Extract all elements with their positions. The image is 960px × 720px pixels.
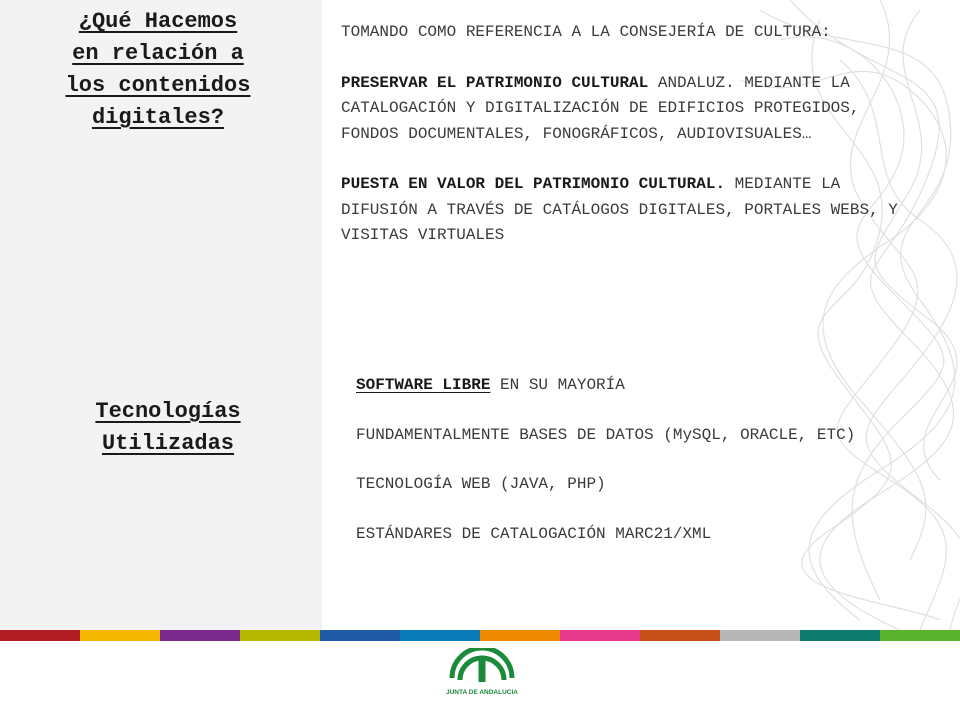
color-segment <box>320 630 400 641</box>
color-segment <box>800 630 880 641</box>
preservar-rest: ANDALUZ. MEDIANTE LA CATALOGACIÓN Y DIGITALIZACIÓN DE EDIFICIOS PROTEGIDOS, FONDOS DOCUMENTALES, FONOGRÁFICOS, AUDIOVISUALES… <box>341 73 860 143</box>
heading-tecnologias-text: Tecnologías Utilizadas <box>95 399 241 456</box>
preservar-bold: PRESERVAR EL PATRIMONIO CULTURAL <box>341 73 649 92</box>
color-segment <box>880 630 960 641</box>
software-libre-bold: SOFTWARE LIBRE <box>356 376 491 394</box>
heading-tecnologias <box>18 396 318 460</box>
color-segment <box>0 630 80 641</box>
logo-text: JUNTA DE ANDALUCIA <box>446 689 518 696</box>
list-item: TECNOLOGÍA WEB (JAVA, PHP) <box>356 475 606 493</box>
junta-de-andalucia-logo-icon <box>444 648 520 698</box>
color-segment <box>560 630 640 641</box>
color-segment <box>640 630 720 641</box>
color-segment <box>720 630 800 641</box>
color-segment <box>400 630 480 641</box>
content-block-cultura <box>341 20 901 249</box>
list-item: ESTÁNDARES DE CATALOGACIÓN MARC21/XML <box>356 524 712 543</box>
heading-que-hacemos <box>8 6 308 134</box>
list-item <box>356 373 896 399</box>
color-segment <box>480 630 560 641</box>
intro-paragraph: TOMANDO COMO REFERENCIA A LA CONSEJERÍA DE CULTURA: <box>341 23 831 41</box>
color-segment <box>240 630 320 641</box>
puesta-valor-paragraph <box>341 172 901 249</box>
puesta-valor-bold: PUESTA EN VALOR DEL PATRIMONIO CULTURAL. <box>341 175 726 193</box>
color-segment <box>80 630 160 641</box>
list-item: FUNDAMENTALMENTE BASES DE DATOS (MySQL, ORACLE, ETC) <box>356 425 856 444</box>
color-stripe <box>0 630 960 641</box>
puesta-valor-rest: MEDIANTE LA DIFUSIÓN A TRAVÉS DE CATÁLOGOS DIGITALES, PORTALES WEBS, Y VISITAS VIRTUALES <box>341 175 898 244</box>
color-segment <box>160 630 240 641</box>
software-libre-rest: EN SU MAYORÍA <box>490 376 625 394</box>
heading-que-hacemos-text: ¿Qué Hacemos en relación a los contenidos digitales? <box>65 9 251 130</box>
content-block-tecnologias <box>356 373 896 571</box>
preservar-paragraph <box>341 71 901 148</box>
